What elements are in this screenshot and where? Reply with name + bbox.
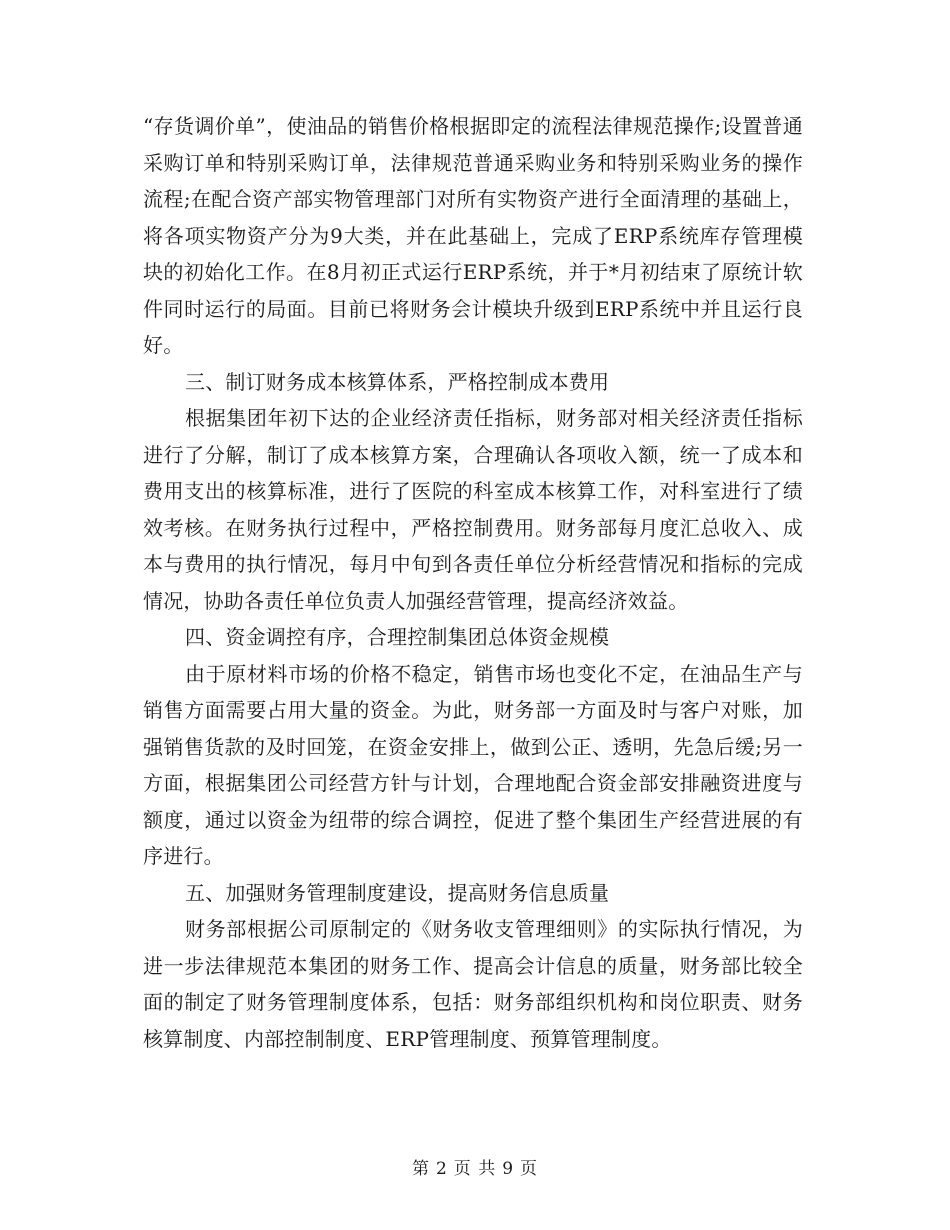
paragraph-cost-accounting: 根据集团年初下达的企业经济责任指标，财务部对相关经济责任指标进行了分解，制订了成本核算方案，合理确认各项收入额，统一了成本和费用支出的核算标准，进行了医院的科室成本核算工作，对科室进行了绩效考核。在财务执行过程中，严格控制费用。财务部每月度汇总收入、成本与费用的执行情况，每月中旬到各责任单位分析经营情况和指标的完成情况，协助各责任单位负责人加强经营管理，提高经济效益。	[143, 406, 803, 613]
section-heading-5: 五、加强财务管理制度建设，提高财务信息质量	[185, 880, 610, 905]
footer-middle: 页 共	[453, 1159, 497, 1179]
footer-suffix: 页	[520, 1159, 539, 1179]
footer-current-page: 2	[435, 1159, 448, 1179]
footer-total-pages: 9	[502, 1159, 515, 1179]
section-heading-4: 四、资金调控有序，合理控制集团总体资金规模	[185, 625, 610, 649]
page-footer	[0, 1154, 950, 1179]
paragraph-management-system: 财务部根据公司原制定的《财务收支管理细则》的实际执行情况，为进一步法律规范本集团的财务工作、提高会计信息的质量，财务部比较全面的制定了财务管理制度体系，包括：财务部组织机构和岗位职责、财务核算制度、内部控制制度、ERP管理制度、预算管理制度。	[143, 917, 803, 1051]
paragraph-continuation: “存货调价单”，使油品的销售价格根据即定的流程法律规范操作;设置普通采购订单和特别采购订单，法律规范普通采购业务和特别采购业务的操作流程;在配合资产部实物管理部门对所有实物资产进行全面清理的基础上，将各项实物资产分为9大类，并在此基础上，完成了ERP系统库存管理模块的初始化工作。在8月初正式运行ERP系统，并于*月初结束了原统计软件同时运行的局面。目前已将财务会计模块升级到ERP系统中并且运行良好。	[143, 114, 803, 357]
footer-prefix: 第	[411, 1159, 430, 1179]
paragraph-funds-control: 由于原材料市场的价格不稳定，销售市场也变化不定，在油品生产与销售方面需要占用大量的资金。为此，财务部一方面及时与客户对账，加强销售货款的及时回笼，在资金安排上，做到公正、透明，先急后缓;另一方面，根据集团公司经营方针与计划，合理地配合资金部安排融资进度与额度，通过以资金为纽带的综合调控，促进了整个集团生产经营进展的有序进行。	[143, 661, 803, 868]
section-heading-3: 三、制订财务成本核算体系，严格控制成本费用	[185, 369, 610, 394]
document-body	[143, 108, 803, 1057]
